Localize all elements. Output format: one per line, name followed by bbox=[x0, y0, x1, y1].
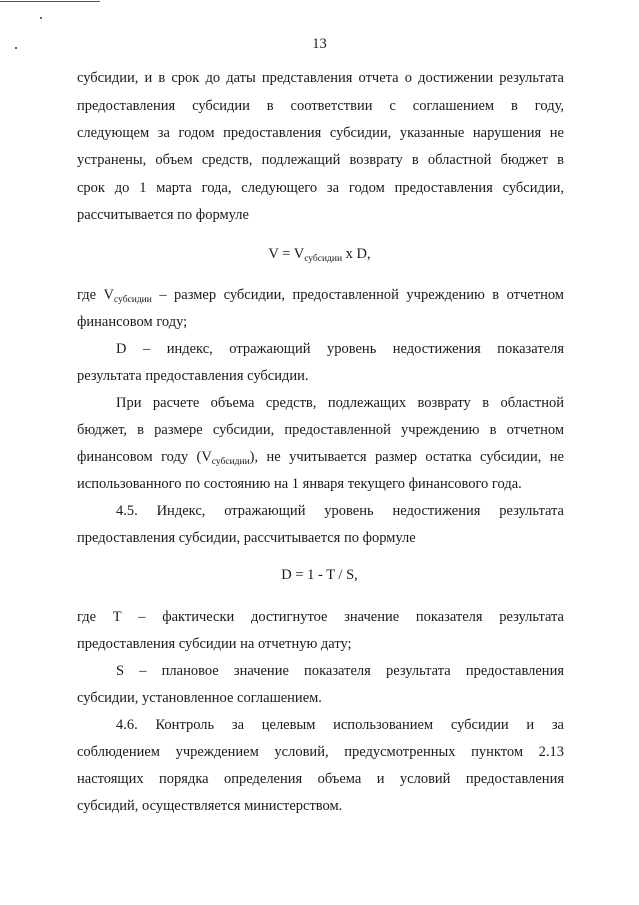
paragraph-line: финансовом году $(V_{субсидии})$, не учитывается размер остатка субсидии, не bbox=[77, 449, 564, 467]
paragraph-line: При расчете объема средств, подлежащих возврату в областной bbox=[116, 395, 564, 411]
definition-t: где Т – фактически достигнутое значение показателя результата bbox=[77, 609, 564, 625]
paragraph-line: использованного по состоянию на 1 января текущего финансового года. bbox=[77, 476, 522, 492]
section-4-6: 4.6. Контроль за целевым использованием субсидии и за bbox=[116, 717, 564, 733]
paragraph-line: субсидии, и в срок до даты представления отчета о достижении результата bbox=[77, 70, 564, 86]
page-number: 13 bbox=[312, 36, 327, 52]
paragraph-line: соблюдением учреждением условий, предусмотренных пунктом 2.13 bbox=[77, 744, 564, 760]
paragraph-line: субсидии, установленное соглашением. bbox=[77, 690, 322, 706]
paragraph-line: финансовом году; bbox=[77, 314, 188, 330]
paragraph-line: срок до 1 марта года, следующего за годом предоставления субсидии, bbox=[77, 180, 564, 196]
formula-v: $V = V_{субсидии}$ x D, bbox=[268, 246, 371, 264]
formula-d: D = 1 - T / S, bbox=[281, 567, 358, 583]
definition-d: D – индекс, отражающий уровень недостижения показателя bbox=[116, 341, 564, 357]
paragraph-line: результата предоставления субсидии. bbox=[77, 368, 309, 384]
paragraph-line: устранены, объем средств, подлежащий возврату в областной бюджет в bbox=[77, 152, 564, 168]
definition-s: S – плановое значение показателя результата предоставления bbox=[116, 663, 564, 679]
paragraph-line: рассчитывается по формуле bbox=[77, 207, 249, 223]
paragraph-line: субсидий, осуществляется министерством. bbox=[77, 798, 343, 814]
paragraph-line: предоставления субсидии в соответствии с соглашением в году, bbox=[77, 98, 564, 114]
paragraph-line: следующем за годом предоставления субсидии, указанные нарушения не bbox=[77, 125, 564, 141]
paragraph-line: предоставления субсидии, рассчитывается по формуле bbox=[77, 530, 416, 546]
paragraph-line: бюджет, в размере субсидии, предоставленной учреждению в отчетном bbox=[77, 422, 564, 438]
section-4-5: 4.5. Индекс, отражающий уровень недостижения результата bbox=[116, 503, 564, 519]
definition-v: где $V_{субсидии}$ – размер субсидии, предоставленной учреждению в отчетном bbox=[77, 287, 564, 305]
paragraph-line: предоставления субсидии на отчетную дату; bbox=[77, 636, 352, 652]
scan-edge-line bbox=[0, 1, 100, 2]
paragraph-line: настоящих порядка определения объема и условий предоставления bbox=[77, 771, 564, 787]
scan-speck bbox=[40, 17, 42, 19]
